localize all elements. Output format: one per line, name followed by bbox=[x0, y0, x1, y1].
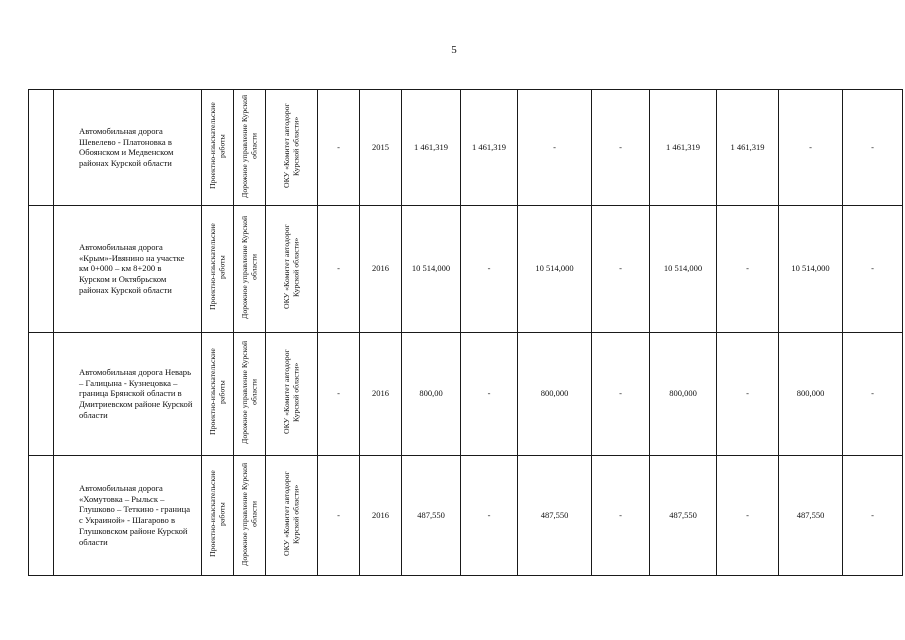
developer-cell bbox=[234, 205, 266, 332]
work-type-cell bbox=[202, 455, 234, 575]
row-number-cell bbox=[29, 455, 54, 575]
row-number-cell bbox=[29, 332, 54, 455]
year-cell: 2015 bbox=[360, 90, 402, 206]
work-type-cell bbox=[202, 205, 234, 332]
developer-cell bbox=[234, 455, 266, 575]
work-type-text: Проектно-изыскательские работы bbox=[208, 102, 227, 190]
capacity-cell: - bbox=[318, 205, 360, 332]
work-type-cell bbox=[202, 332, 234, 455]
year-cell: 2016 bbox=[360, 332, 402, 455]
customer-cell bbox=[266, 205, 318, 332]
budget-2017-cell: - bbox=[843, 332, 903, 455]
budget-2015-cell: - bbox=[717, 205, 779, 332]
customer-cell bbox=[266, 90, 318, 206]
work-type-text: Проектно-изыскательские работы bbox=[208, 470, 227, 558]
budget-2015-cell: 1 461,319 bbox=[717, 90, 779, 206]
table-row bbox=[29, 90, 903, 206]
developer-text: Дорожное управление Курской области bbox=[240, 94, 259, 198]
customer-cell bbox=[266, 455, 318, 575]
cost-2017-cell: - bbox=[592, 205, 650, 332]
capacity-cell: - bbox=[318, 332, 360, 455]
page-number: 5 bbox=[451, 44, 457, 56]
work-type-cell bbox=[202, 90, 234, 206]
budget-2016-cell: - bbox=[779, 90, 843, 206]
customer-cell bbox=[266, 332, 318, 455]
cost-2016-cell: 487,550 bbox=[518, 455, 592, 575]
customer-text: ОКУ «Комитет автодорог Курской области» bbox=[282, 224, 301, 310]
table-row bbox=[29, 455, 903, 575]
cost-2017-cell: - bbox=[592, 90, 650, 206]
cost-2015-cell: 1 461,319 bbox=[461, 90, 518, 206]
cost-2017-cell: - bbox=[592, 332, 650, 455]
cost-2016-cell: 10 514,000 bbox=[518, 205, 592, 332]
cost-2017-cell: - bbox=[592, 455, 650, 575]
road-name-cell: Автомобильная дорога «Крым»-Ивянино на участке км 0+000 – км 8+200 в Курском и Октябрьском районах Курской области bbox=[54, 205, 202, 332]
work-type-text: Проектно-изыскательские работы bbox=[208, 223, 227, 311]
developer-cell bbox=[234, 332, 266, 455]
customer-text: ОКУ «Комитет автодорог Курской области» bbox=[282, 103, 301, 189]
budget-2017-cell: - bbox=[843, 455, 903, 575]
budget-2016-cell: 487,550 bbox=[779, 455, 843, 575]
investment-table bbox=[28, 89, 903, 576]
total-cost-cell: 487,550 bbox=[402, 455, 461, 575]
developer-cell bbox=[234, 90, 266, 206]
developer-text: Дорожное управление Курской области bbox=[240, 215, 259, 319]
cost-2015-cell: - bbox=[461, 332, 518, 455]
table-row bbox=[29, 205, 903, 332]
road-name-cell: Автомобильная дорога Неварь – Галицына - Кузнецовка – граница Брянской области в Дмитриевском районе Курской области bbox=[54, 332, 202, 455]
customer-text: ОКУ «Комитет автодорог Курской области» bbox=[282, 471, 301, 557]
budget-total-cell: 1 461,319 bbox=[650, 90, 717, 206]
road-name-cell: Автомобильная дорога Шевелево - Платоновка в Обоянском и Медвенском районах Курской области bbox=[54, 90, 202, 206]
budget-total-cell: 800,000 bbox=[650, 332, 717, 455]
budget-2015-cell: - bbox=[717, 455, 779, 575]
row-number-cell bbox=[29, 90, 54, 206]
table-row bbox=[29, 332, 903, 455]
budget-2016-cell: 10 514,000 bbox=[779, 205, 843, 332]
budget-2017-cell: - bbox=[843, 205, 903, 332]
total-cost-cell: 1 461,319 bbox=[402, 90, 461, 206]
year-cell: 2016 bbox=[360, 205, 402, 332]
cost-2016-cell: - bbox=[518, 90, 592, 206]
budget-2017-cell: - bbox=[843, 90, 903, 206]
year-cell: 2016 bbox=[360, 455, 402, 575]
total-cost-cell: 800,00 bbox=[402, 332, 461, 455]
road-name-cell: Автомобильная дорога «Хомутовка – Рыльск – Глушково – Теткино - граница с Украиной» - Шагарово в Глушковском районе Курской области bbox=[54, 455, 202, 575]
budget-2015-cell: - bbox=[717, 332, 779, 455]
cost-2016-cell: 800,000 bbox=[518, 332, 592, 455]
total-cost-cell: 10 514,000 bbox=[402, 205, 461, 332]
customer-text: ОКУ «Комитет автодорог Курской области» bbox=[282, 349, 301, 435]
work-type-text: Проектно-изыскательские работы bbox=[208, 348, 227, 436]
budget-total-cell: 487,550 bbox=[650, 455, 717, 575]
budget-2016-cell: 800,000 bbox=[779, 332, 843, 455]
capacity-cell: - bbox=[318, 455, 360, 575]
capacity-cell: - bbox=[318, 90, 360, 206]
developer-text: Дорожное управление Курской области bbox=[240, 462, 259, 566]
row-number-cell bbox=[29, 205, 54, 332]
developer-text: Дорожное управление Курской области bbox=[240, 340, 259, 444]
budget-total-cell: 10 514,000 bbox=[650, 205, 717, 332]
cost-2015-cell: - bbox=[461, 455, 518, 575]
cost-2015-cell: - bbox=[461, 205, 518, 332]
